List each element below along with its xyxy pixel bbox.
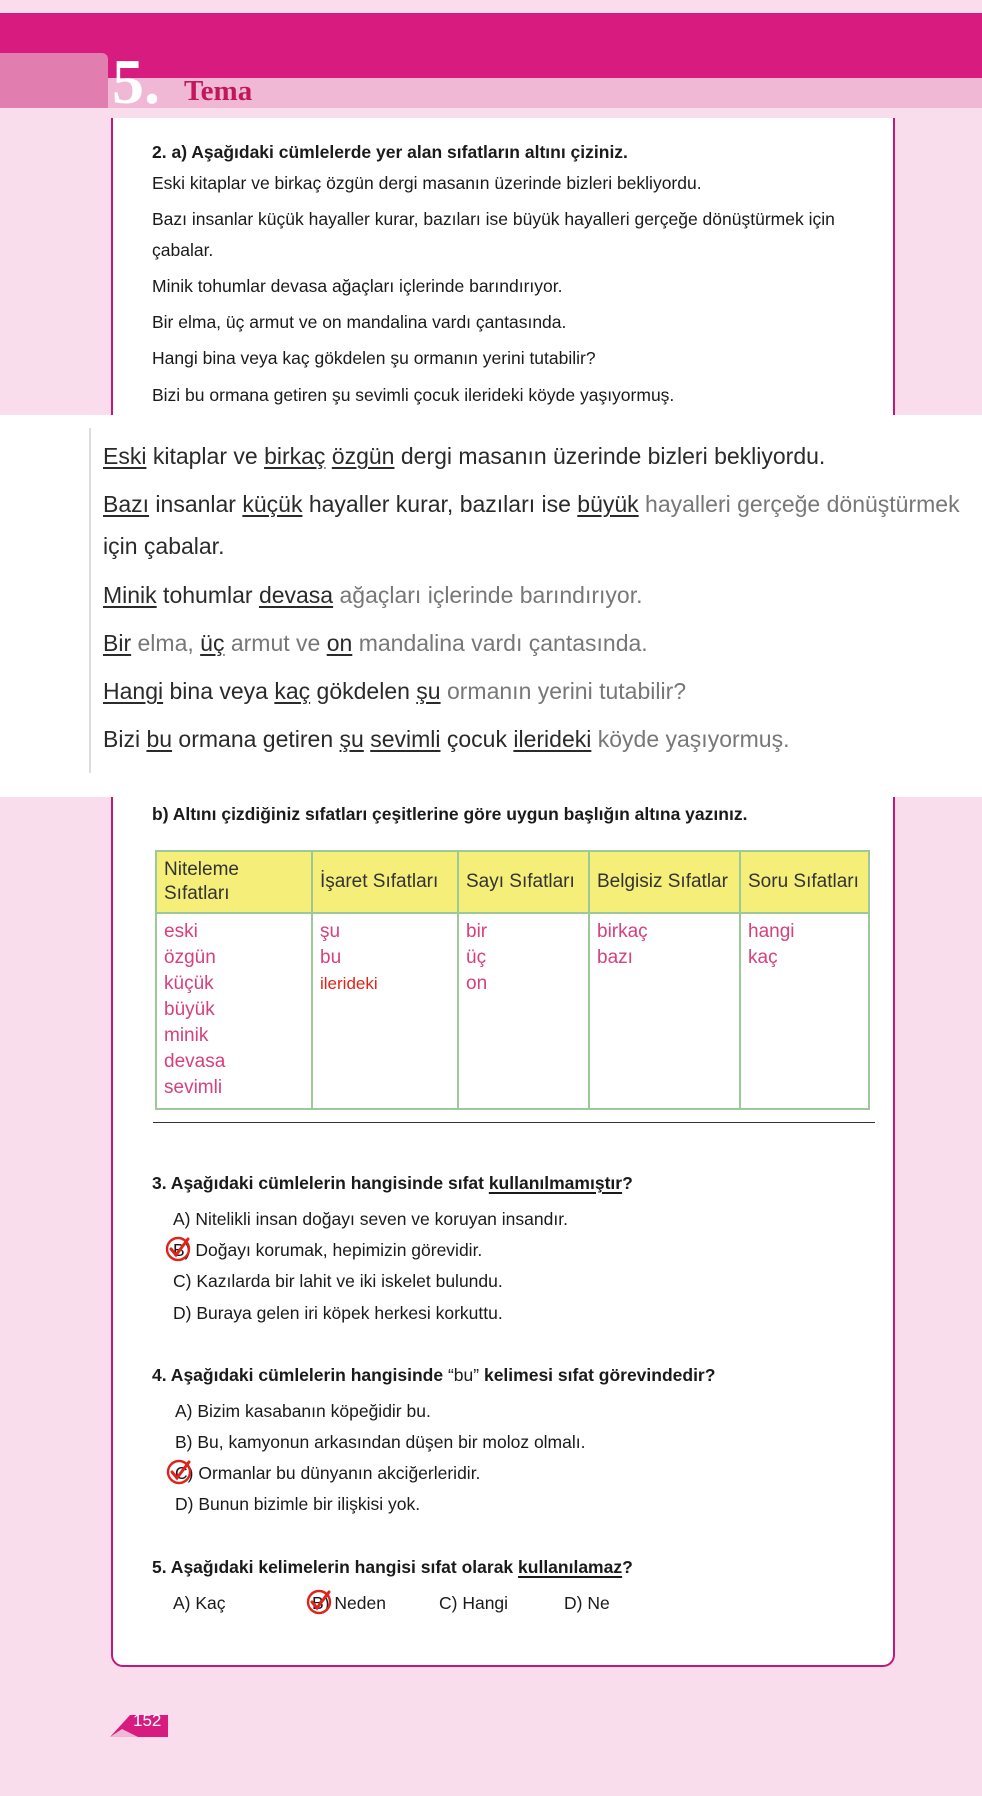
check-mark-icon bbox=[166, 1459, 192, 1485]
table-row bbox=[156, 913, 869, 1109]
q3-option-d[interactable]: D) Buraya gelen iri köpek herkesi korkuttu. bbox=[173, 1303, 503, 1323]
theme-title: Tema bbox=[184, 75, 253, 107]
answer-line-6: Hangi bina veya kaç gökdelen şu ormanın yerini tutabilir? bbox=[103, 678, 687, 704]
adj-eski: Eski bbox=[103, 443, 147, 469]
q2-sentence-2: Bazı insanlar küçük hayaller kurar, bazıları ise büyük hayalleri gerçeğe dönüştürmek için bbox=[152, 209, 835, 229]
answer-line-3: için çabalar. bbox=[103, 533, 225, 559]
adj-bazi: Bazı bbox=[103, 491, 150, 517]
adj-su: şu bbox=[416, 678, 441, 704]
q3-option-b[interactable]: B) Doğayı korumak, hepimizin görevidir. bbox=[173, 1240, 483, 1260]
col-sayi: bir üç on bbox=[458, 913, 589, 1109]
header-niteleme: Niteleme Sıfatları bbox=[156, 851, 312, 913]
adjective-table bbox=[155, 850, 870, 1110]
q2-sentence-4: Bir elma, üç armut ve on mandalina vardı çantasında. bbox=[152, 312, 567, 332]
q2-sentence-1: Eski kitaplar ve birkaç özgün dergi masanın üzerinde bizleri bekliyordu. bbox=[152, 173, 702, 193]
q3-title: 3. Aşağıdaki cümlelerin hangisinde sıfat kullanılmamıştır? bbox=[152, 1173, 633, 1193]
check-mark-icon bbox=[165, 1236, 191, 1262]
header-sayi: Sayı Sıfatları bbox=[458, 851, 589, 913]
adj-on: on bbox=[326, 630, 353, 656]
q4-option-c[interactable]: C) Ormanlar bu dünyanın akciğerleridir. bbox=[175, 1463, 481, 1483]
adj-kac: kaç bbox=[274, 678, 311, 704]
adj-ozgun: özgün bbox=[331, 443, 395, 469]
handwritten-ilerideki: ilerideki bbox=[320, 974, 378, 993]
adj-ilerideki: ilerideki bbox=[513, 726, 592, 752]
q2-sentence-6: Bizi bu ormana getiren şu sevimli çocuk ilerideki köyde yaşıyormuş. bbox=[152, 385, 675, 405]
q5-option-c[interactable]: C) Hangi bbox=[439, 1593, 509, 1613]
q5-option-d[interactable]: D) Ne bbox=[564, 1593, 610, 1613]
q4-title: 4. Aşağıdaki cümlelerin hangisinde “bu” kelimesi sıfat görevindedir? bbox=[152, 1365, 716, 1385]
q3-option-a[interactable]: A) Nitelikli insan doğayı seven ve koruyan insandır. bbox=[173, 1209, 568, 1229]
table-header-row bbox=[156, 851, 869, 913]
q2-sentence-2-cont: çabalar. bbox=[152, 240, 214, 260]
adj-su-2: şu bbox=[339, 726, 364, 752]
q5-title: 5. Aşağıdaki kelimelerin hangisi sıfat olarak kullanılamaz? bbox=[152, 1557, 633, 1577]
overlay-edge bbox=[89, 428, 91, 773]
q3-option-c[interactable]: C) Kazılarda bir lahit ve iki iskelet bulundu. bbox=[173, 1271, 503, 1291]
col-isaret: şu bu ilerideki bbox=[312, 913, 458, 1109]
q4-option-b[interactable]: B) Bu, kamyonun arkasından düşen bir moloz olmalı. bbox=[175, 1432, 586, 1452]
answer-line-7: Bizi bu ormana getiren şu sevimli çocuk ilerideki köyde yaşıyormuş. bbox=[103, 726, 790, 752]
header-soru: Soru Sıfatları bbox=[740, 851, 869, 913]
adj-minik: Minik bbox=[103, 582, 157, 608]
header-belgisiz: Belgisiz Sıfatlar bbox=[589, 851, 740, 913]
divider bbox=[153, 1122, 875, 1123]
q2-sentence-5: Hangi bina veya kaç gökdelen şu ormanın yerini tutabilir? bbox=[152, 348, 596, 368]
adj-devasa: devasa bbox=[258, 582, 334, 608]
q2-title: 2. a) Aşağıdaki cümlelerde yer alan sıfatların altını çiziniz. bbox=[152, 142, 628, 162]
page-number: 152 bbox=[133, 1711, 162, 1730]
adj-bir: Bir bbox=[103, 630, 132, 656]
header-isaret: İşaret Sıfatları bbox=[312, 851, 458, 913]
q5-option-b[interactable]: B) Neden bbox=[312, 1593, 386, 1613]
q5-option-a[interactable]: A) Kaç bbox=[173, 1593, 226, 1613]
q2b-title: b) Altını çizdiğiniz sıfatları çeşitlerine göre uygun başlığın altına yazınız. bbox=[152, 804, 748, 824]
q4-option-d[interactable]: D) Bunun bizimle bir ilişkisi yok. bbox=[175, 1494, 421, 1514]
theme-number-block bbox=[0, 53, 108, 108]
q2-sentence-3: Minik tohumlar devasa ağaçları içlerinde barındırıyor. bbox=[152, 276, 563, 296]
theme-number: 5. bbox=[112, 46, 160, 117]
adj-bu: bu bbox=[146, 726, 173, 752]
answer-line-4: Minik tohumlar devasa ağaçları içlerinde barındırıyor. bbox=[103, 582, 643, 608]
adj-birkac: birkaç bbox=[264, 443, 326, 469]
adj-buyuk: büyük bbox=[577, 491, 639, 517]
answer-line-1: Eski kitaplar ve birkaç özgün dergi masanın üzerinde bizleri bekliyordu. bbox=[103, 443, 826, 469]
check-mark-icon bbox=[306, 1589, 332, 1615]
answer-line-5: Bir elma, üç armut ve on mandalina vardı çantasında. bbox=[103, 630, 648, 656]
answer-line-2: Bazı insanlar küçük hayaller kurar, bazıları ise büyük hayalleri gerçeğe dönüştürmek bbox=[103, 491, 960, 517]
adj-uc: üç bbox=[200, 630, 225, 656]
col-niteleme: eski özgün küçük büyük minik devasa sevimli bbox=[156, 913, 312, 1109]
col-belgisiz: birkaç bazı bbox=[589, 913, 740, 1109]
q4-option-a[interactable]: A) Bizim kasabanın köpeğidir bu. bbox=[175, 1401, 431, 1421]
adj-sevimli: sevimli bbox=[370, 726, 441, 752]
col-soru: hangi kaç bbox=[740, 913, 869, 1109]
adj-hangi: Hangi bbox=[103, 678, 164, 704]
adj-kucuk: küçük bbox=[242, 491, 303, 517]
